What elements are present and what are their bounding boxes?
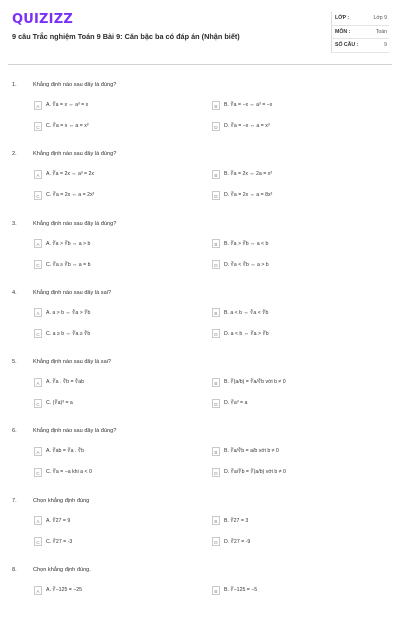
- question-number: 1.: [12, 82, 17, 88]
- question-text: Chọn khẳng định đúng.: [33, 567, 91, 574]
- option-letter-box[interactable]: D: [212, 260, 220, 269]
- answer-option-b[interactable]: [212, 169, 390, 179]
- question-text-row: [12, 149, 390, 159]
- option-letter-box[interactable]: C: [34, 468, 42, 477]
- option-letter-box[interactable]: A: [34, 239, 42, 248]
- answer-option-b[interactable]: [212, 308, 390, 318]
- option-text: C. ∛a = 2x ⇔ a = 2x³: [46, 192, 95, 199]
- option-text: C. (∛a)³ = a: [46, 400, 73, 407]
- question-text: Khẳng định nào sau đây là đúng?: [33, 220, 117, 227]
- answer-option-b[interactable]: [212, 100, 390, 110]
- question-text: Khẳng định nào sau đây là đúng?: [33, 82, 117, 88]
- answer-option-d[interactable]: [212, 260, 390, 270]
- options-grid: [12, 516, 390, 547]
- answer-option-d[interactable]: [212, 398, 390, 408]
- answer-option-a[interactable]: [34, 308, 212, 318]
- answer-option-a[interactable]: [34, 377, 212, 387]
- option-text: A. ∛a = 2x ⇔ a³ = 2x: [46, 171, 94, 178]
- option-text: D. ∛a = −x ⇔ a = x³: [224, 123, 270, 129]
- answer-option-b[interactable]: [212, 585, 390, 595]
- option-letter-box[interactable]: A: [34, 586, 42, 595]
- answer-option-c[interactable]: [34, 329, 212, 339]
- question-number: 3.: [12, 220, 17, 227]
- option-letter-box[interactable]: C: [34, 329, 42, 338]
- question-text: Chọn khẳng định đúng: [33, 497, 90, 504]
- option-letter-box[interactable]: B: [212, 101, 220, 110]
- options-grid: [12, 169, 390, 200]
- question-7: [12, 496, 390, 565]
- option-letter-box[interactable]: C: [34, 122, 42, 131]
- option-text: B. ∛a = −x ⇔ a³ = −x: [224, 102, 273, 108]
- option-text: B. ∛a = 2x ⇔ 2a = x³: [224, 171, 272, 178]
- option-text: B. ∛(a/b) = ∛a/∛b với b ≠ 0: [224, 379, 286, 386]
- option-letter-box[interactable]: C: [34, 191, 42, 200]
- option-letter-box[interactable]: B: [212, 516, 220, 525]
- option-letter-box[interactable]: D: [212, 399, 220, 408]
- options-grid: [12, 308, 390, 339]
- answer-option-b[interactable]: [212, 446, 390, 456]
- answer-option-c[interactable]: [34, 467, 212, 477]
- answer-option-a[interactable]: [34, 239, 212, 249]
- option-letter-box[interactable]: C: [34, 260, 42, 269]
- option-letter-box[interactable]: A: [34, 447, 42, 456]
- option-letter-box[interactable]: B: [212, 586, 220, 595]
- question-6: [12, 426, 390, 495]
- option-text: D. ∛a/∛b = ∛(a/b) với b ≠ 0: [224, 469, 286, 476]
- option-letter-box[interactable]: D: [212, 537, 220, 546]
- option-text: C. ∛27 = -3: [46, 538, 73, 545]
- answer-option-b[interactable]: [212, 516, 390, 526]
- option-text: B. ∛27 = 3: [224, 517, 249, 524]
- option-letter-box[interactable]: D: [212, 329, 220, 338]
- question-text: Khẳng định nào sau đây là sai?: [33, 359, 112, 366]
- question-number: 5.: [12, 359, 17, 366]
- option-text: A. ∛27 = 9: [46, 517, 71, 524]
- answer-option-c[interactable]: [34, 537, 212, 547]
- option-text: D. ∛a = 2x ⇔ a = 8x³: [224, 192, 273, 199]
- answer-option-a[interactable]: [34, 169, 212, 179]
- option-letter-box[interactable]: C: [34, 537, 42, 546]
- option-text: A. a > b ⇔ ∛a > ∛b: [46, 309, 91, 316]
- meta-label: LỚP :: [335, 15, 350, 22]
- answer-option-c[interactable]: [34, 260, 212, 270]
- question-text: Khẳng định nào sau đây là sai?: [33, 289, 112, 296]
- question-5: [12, 357, 390, 426]
- answer-option-a[interactable]: [34, 100, 212, 110]
- question-text: Khẳng định nào sau đây là đúng?: [33, 428, 117, 435]
- option-letter-box[interactable]: A: [34, 378, 42, 387]
- option-text: A. ∛ab = ∛a . ∛b: [46, 448, 85, 455]
- option-text: D. ∛27 = -9: [224, 538, 251, 545]
- answer-option-d[interactable]: [212, 467, 390, 477]
- question-list: [12, 80, 390, 634]
- meta-row-count: [332, 39, 389, 53]
- option-text: C. ∛a = x ⇔ a = x³: [46, 123, 89, 129]
- question-number: 4.: [12, 289, 17, 296]
- meta-table: [331, 12, 389, 53]
- option-letter-box[interactable]: A: [34, 516, 42, 525]
- document-title: 9 câu Trắc nghiệm Toán 9 Bài 9: Căn bậc ba có đáp án (Nhận biết): [12, 32, 240, 41]
- answer-option-b[interactable]: [212, 239, 390, 249]
- option-letter-box[interactable]: D: [212, 468, 220, 477]
- answer-option-a[interactable]: [34, 516, 212, 526]
- options-grid: [12, 446, 390, 477]
- answer-option-b[interactable]: [212, 377, 390, 387]
- answer-option-d[interactable]: [212, 329, 390, 339]
- option-letter-box[interactable]: C: [34, 399, 42, 408]
- question-number: 6.: [12, 428, 17, 435]
- option-text: A. ∛−125 = −25: [46, 587, 83, 594]
- answer-option-d[interactable]: [212, 121, 390, 131]
- options-grid: [12, 377, 390, 408]
- answer-option-a[interactable]: [34, 585, 212, 595]
- question-number: 7.: [12, 497, 17, 504]
- option-letter-box[interactable]: B: [212, 239, 220, 248]
- option-text: A. ∛a = x ⇔ a³ = x: [46, 102, 89, 108]
- option-text: D. a < b ⇔ ∛a > ∛b: [224, 330, 269, 337]
- answer-option-c[interactable]: [34, 190, 212, 200]
- option-letter-box[interactable]: B: [212, 447, 220, 456]
- question-2: [12, 149, 390, 218]
- answer-option-d[interactable]: [212, 190, 390, 200]
- meta-label: SỐ CÂU :: [335, 42, 359, 49]
- answer-option-c[interactable]: [34, 398, 212, 408]
- option-text: D. ∛a³ = a: [224, 400, 248, 407]
- question-text-row: [12, 426, 390, 436]
- option-text: B. a < b ⇔ ∛a < ∛b: [224, 309, 269, 316]
- options-grid: [12, 100, 390, 131]
- option-letter-box[interactable]: A: [34, 308, 42, 317]
- option-text: B. ∛−125 = −5: [224, 587, 258, 594]
- option-text: D. ∛a < ∛b ⇔ a > b: [224, 261, 269, 268]
- header-divider: [8, 64, 392, 65]
- question-number: 8.: [12, 567, 17, 574]
- option-text: C. a ≥ b ⇔ ∛a ≥ ∛b: [46, 330, 91, 337]
- meta-row-class: [332, 12, 389, 26]
- option-text: A. ∛a . ∛b = ∛ab: [46, 379, 85, 386]
- option-letter-box[interactable]: B: [212, 378, 220, 387]
- question-text-row: [12, 288, 390, 298]
- meta-value: 9: [384, 42, 387, 49]
- question-4: [12, 288, 390, 357]
- question-text-row: [12, 565, 390, 575]
- question-text: Khẳng định nào sau đây là đúng?: [33, 151, 117, 158]
- option-letter-box[interactable]: B: [212, 308, 220, 317]
- answer-option-d[interactable]: [212, 537, 390, 547]
- option-text: B. ∛a > ∛b ⇔ a < b: [224, 240, 269, 247]
- meta-row-subject: [332, 26, 389, 40]
- question-text-row: [12, 80, 390, 90]
- question-3: [12, 219, 390, 288]
- question-1: [12, 80, 390, 149]
- question-text-row: [12, 357, 390, 367]
- meta-value: Lớp 9: [373, 15, 387, 22]
- question-number: 2.: [12, 151, 17, 158]
- meta-label: MÔN :: [335, 28, 351, 35]
- options-grid: [12, 239, 390, 270]
- option-text: B. ∛a/∛b = a/b với b ≠ 0: [224, 448, 279, 455]
- answer-option-c[interactable]: [34, 121, 212, 131]
- options-grid: [12, 585, 390, 595]
- answer-option-a[interactable]: [34, 446, 212, 456]
- quizizz-logo: QUIZIZZ: [12, 12, 73, 27]
- question-text-row: [12, 496, 390, 506]
- question-text-row: [12, 219, 390, 229]
- option-text: A. ∛a > ∛b ⇔ a > b: [46, 240, 91, 247]
- option-text: C. ∛a = −a khi a < 0: [46, 469, 92, 476]
- option-letter-box[interactable]: D: [212, 191, 220, 200]
- option-letter-box[interactable]: B: [212, 170, 220, 179]
- option-letter-box[interactable]: A: [34, 170, 42, 179]
- option-letter-box[interactable]: A: [34, 101, 42, 110]
- option-letter-box[interactable]: D: [212, 122, 220, 131]
- option-text: C. ∛a ≥ ∛b ⇔ a = b: [46, 261, 91, 268]
- meta-value: Toán: [375, 28, 387, 35]
